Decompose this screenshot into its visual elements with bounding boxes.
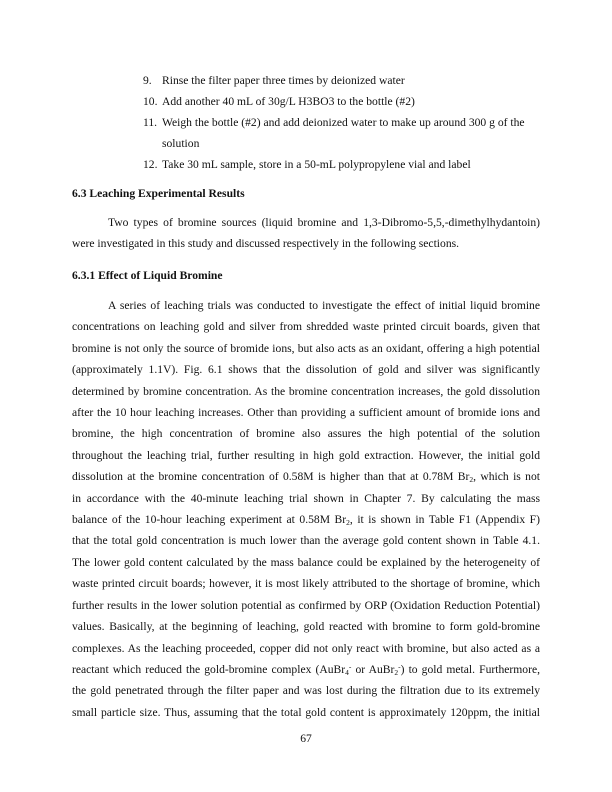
list-item-number: 10. bbox=[143, 95, 158, 108]
paragraph-line: the gold penetrated through the filter paper and was lost during the filtration due to its extremely bbox=[72, 684, 540, 698]
list-item-number: 12. bbox=[143, 158, 158, 171]
paragraph-line: further results in the lower solution potential as confirmed by ORP (Oxidation Reduction Potential) bbox=[72, 598, 540, 612]
paragraph-line bbox=[72, 509, 540, 530]
section-heading-6-3-1: 6.3.1 Effect of Liquid Bromine bbox=[72, 269, 223, 282]
paragraph-line: determined by bromine concentration. As the bromine concentration increases, the gold dissolution bbox=[72, 384, 540, 398]
paragraph-line: bromine is not only the source of bromide ions, but also acts as an oxidant, offering a high potential bbox=[72, 341, 540, 355]
paragraph-line bbox=[72, 466, 540, 487]
paragraph-line bbox=[72, 659, 540, 680]
text-run: dissolution at the bromine concentration of 0.58M is higher than that at 0.78M Br bbox=[72, 470, 470, 484]
procedure-list bbox=[143, 70, 543, 175]
list-item-text: Weigh the bottle (#2) and add deionized water to make up around 300 g of the bbox=[162, 116, 525, 129]
list-item bbox=[143, 154, 543, 175]
paragraph-line: (approximately 1.1V). Fig. 6.1 shows that the dissolution of gold and silver was significantly bbox=[72, 363, 540, 377]
list-item-text: Rinse the filter paper three times by deionized water bbox=[162, 74, 405, 87]
paragraph-line: in accordance with the 40-minute leaching trial shown in Chapter 7. By calculating the mass bbox=[72, 491, 540, 505]
list-item bbox=[143, 112, 543, 154]
list-item-text: Take 30 mL sample, store in a 50-mL polypropylene vial and label bbox=[162, 158, 471, 171]
text-run: ) to gold metal. Furthermore, bbox=[400, 662, 540, 676]
paragraph-line: small particle size. Thus, assuming that the total gold content is approximately 120ppm, the initial bbox=[72, 705, 540, 719]
list-item bbox=[143, 70, 543, 91]
paragraph-line: concentrations on leaching gold and silver from shredded waste printed circuit boards, given that bbox=[72, 320, 540, 334]
page-number: 67 bbox=[300, 732, 312, 745]
paragraph-line: bromine, the high concentration of bromine also assures the high potential of the solution bbox=[72, 427, 540, 441]
paragraph-line: waste printed circuit boards; however, it is most likely attributed to the shortage of bromine, which bbox=[72, 577, 540, 591]
text-run: balance of the 10-hour leaching experiment at 0.58M Br bbox=[72, 513, 347, 527]
superscript: - bbox=[398, 661, 401, 671]
list-item-number: 9. bbox=[143, 74, 152, 87]
paragraph-line: throughout the leaching trial, further resulting in high gold extraction. However, the initial gold bbox=[72, 448, 540, 462]
superscript: - bbox=[348, 661, 352, 671]
paragraph-line: Two types of bromine sources (liquid bromine and 1,3-Dibromo-5,5,-dimethylhydantoin) bbox=[108, 216, 540, 229]
paragraph-line: values. Basically, at the beginning of leaching, gold reacted with bromine to form gold-bromine bbox=[72, 620, 540, 634]
text-run: , it is shown in Table F1 (Appendix F) bbox=[349, 513, 540, 527]
subscript: 2 bbox=[346, 518, 350, 528]
paragraph-line: were investigated in this study and discussed respectively in the following sections. bbox=[72, 237, 460, 251]
text-run: reactant which reduced the gold-bromine complex (AuBr bbox=[72, 662, 346, 676]
paragraph-line: The lower gold content calculated by the mass balance could be explained by the heterogeneity of bbox=[72, 555, 540, 569]
paragraph-line: complexes. As the leaching proceeded, copper did not only react with bromine, but also acted as a bbox=[72, 641, 540, 655]
list-item-number: 11. bbox=[143, 116, 158, 129]
paragraph-line: after the 10 hour leaching increases. Other than providing a sufficient amount of bromide ions and bbox=[72, 406, 540, 420]
liquid-bromine-paragraph bbox=[72, 295, 540, 723]
intro-paragraph bbox=[72, 212, 540, 255]
subscript: 2 bbox=[394, 667, 399, 677]
paragraph-line: that the total gold concentration is much lower than the average gold content shown in Table 4.1. bbox=[72, 534, 540, 548]
list-item-continuation: solution bbox=[162, 137, 200, 150]
section-heading-6-3: 6.3 Leaching Experimental Results bbox=[72, 187, 245, 200]
list-item bbox=[143, 91, 543, 112]
text-run: or AuBr bbox=[351, 662, 395, 676]
list-item-text: Add another 40 mL of 30g/L H3BO3 to the bottle (#2) bbox=[162, 95, 415, 108]
paragraph-line: A series of leaching trials was conducted to investigate the effect of initial liquid bromine bbox=[108, 299, 540, 312]
text-run: , which is not bbox=[473, 470, 540, 484]
subscript: 2 bbox=[469, 475, 474, 485]
subscript: 4 bbox=[345, 667, 349, 677]
